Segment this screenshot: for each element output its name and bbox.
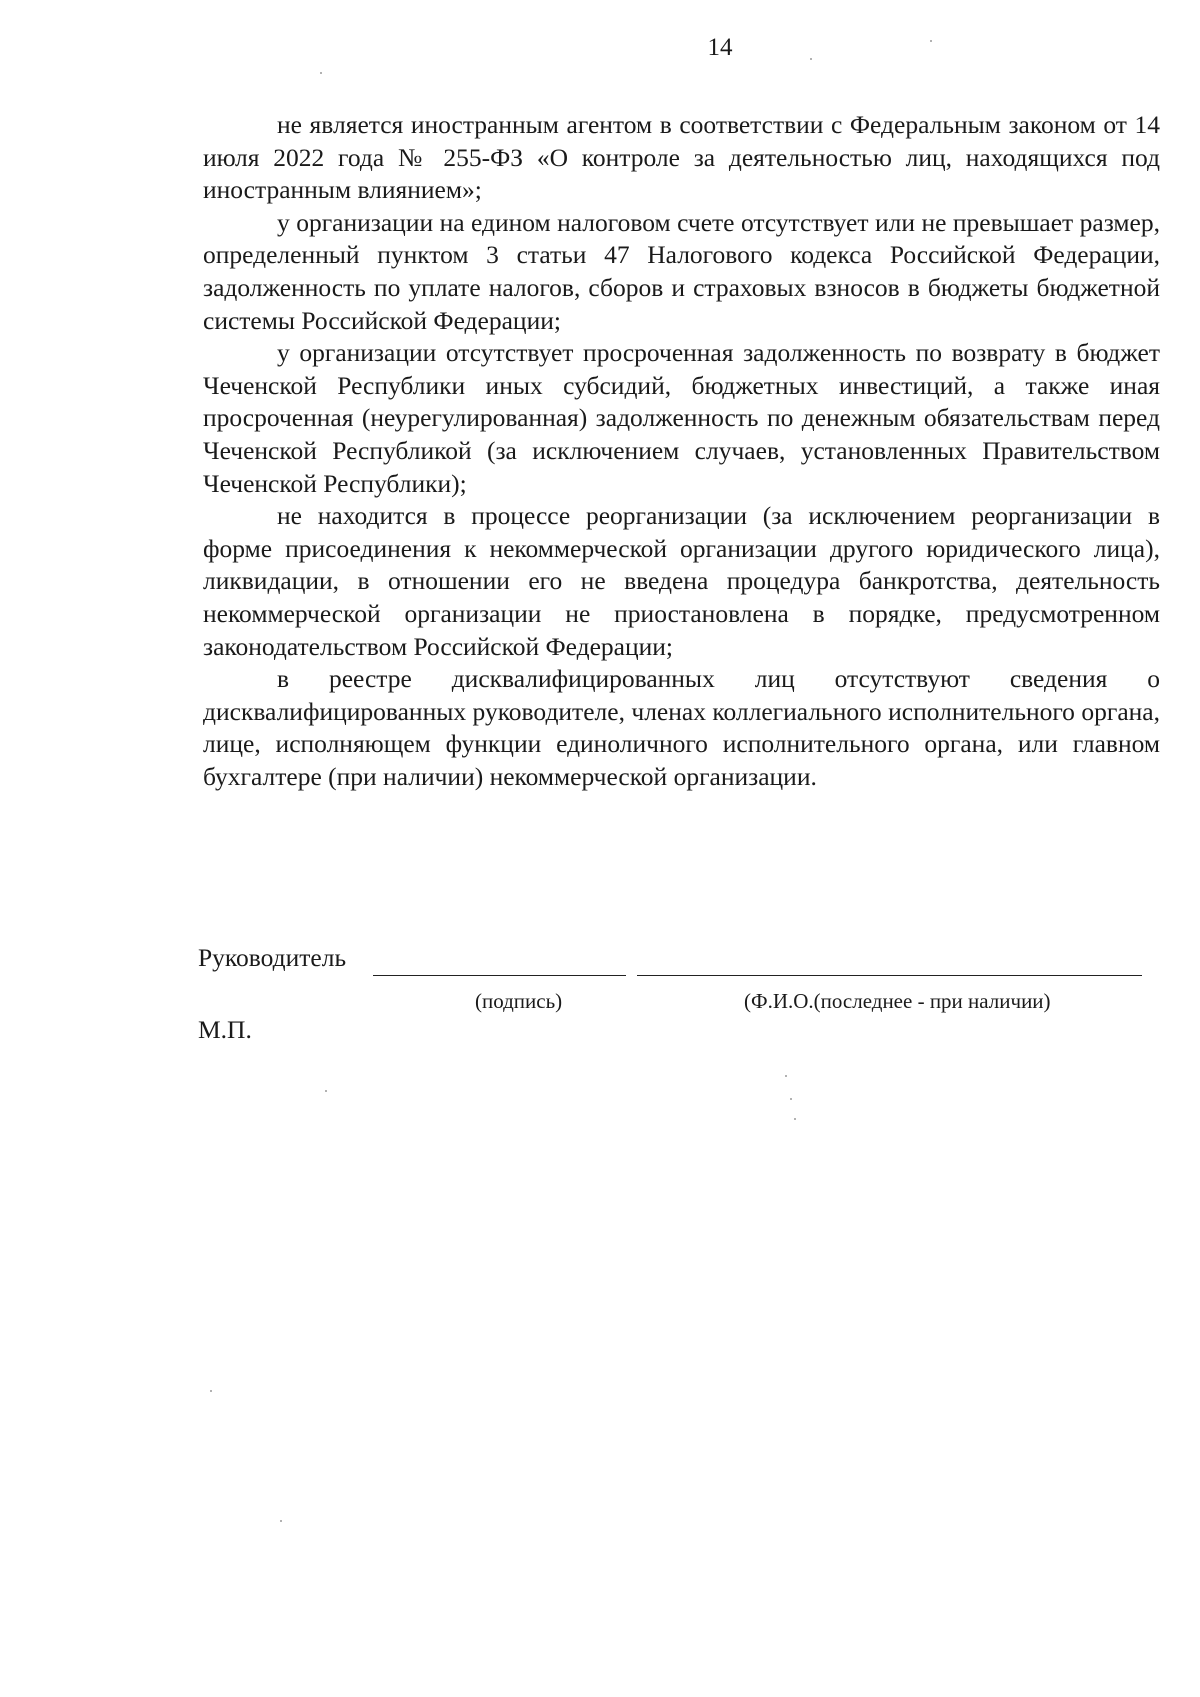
scan-speck bbox=[210, 1390, 212, 1392]
name-caption: (Ф.И.О.(последнее - при наличии) bbox=[744, 989, 1051, 1013]
paragraph-reorganization: не находится в процессе реорганизации (за исключением реорганизации в форме присоединения к некоммерческой организации другого юридического лица), ликвидации, в отношении его не введена процедура банкротства, деятельность некоммерческой организации не приостановлена в порядке, предусмотренном законодательством Российской Федерации; bbox=[203, 501, 1160, 661]
signature-block bbox=[198, 942, 1160, 1052]
signature-line bbox=[373, 975, 626, 976]
scan-speck bbox=[280, 1520, 282, 1522]
scan-speck bbox=[785, 1075, 787, 1077]
scan-speck bbox=[794, 1118, 796, 1120]
scan-speck bbox=[810, 58, 812, 60]
signature-caption: (подпись) bbox=[475, 989, 563, 1013]
scan-speck bbox=[320, 72, 322, 74]
stamp-label: М.П. bbox=[198, 1015, 252, 1044]
scan-speck bbox=[930, 40, 932, 42]
scan-speck bbox=[790, 1098, 792, 1100]
scan-speck bbox=[325, 1090, 327, 1092]
paragraph-overdue-debt: у организации отсутствует просроченная задолженность по возврату в бюджет Чеченской Республики иных субсидий, бюджетных инвестиций, а также иная просроченная (неурегулированная) задолженность по денежным обязательствам перед Чеченской Республикой (за исключением случаев, установленных Правительством Чеченской Республики); bbox=[203, 338, 1160, 498]
paragraph-foreign-agent: не является иностранным агентом в соответствии с Федеральным законом от 14 июля 2022 года № 255-ФЗ «О контроле за деятельностью лиц, находящихся под иностранным влиянием»; bbox=[203, 110, 1160, 205]
page-number: 14 bbox=[707, 34, 733, 61]
body-text bbox=[203, 109, 1160, 793]
paragraph-disqualified-registry: в реестре дисквалифицированных лиц отсутствуют сведения о дисквалифицированных руководителе, членах коллегиального исполнительного органа, лице, исполняющем функции единоличного исполнительного органа, или главном бухгалтере (при наличии) некоммерческой организации. bbox=[203, 664, 1160, 791]
paragraph-tax-debt: у организации на едином налоговом счете отсутствует или не превышает размер, определенный пунктом 3 статьи 47 Налогового кодекса Российской Федерации, задолженность по уплате налогов, сборов и страховых взносов в бюджеты бюджетной системы Российской Федерации; bbox=[203, 207, 1160, 335]
name-line bbox=[637, 975, 1142, 976]
signature-label: Руководитель bbox=[198, 943, 347, 972]
